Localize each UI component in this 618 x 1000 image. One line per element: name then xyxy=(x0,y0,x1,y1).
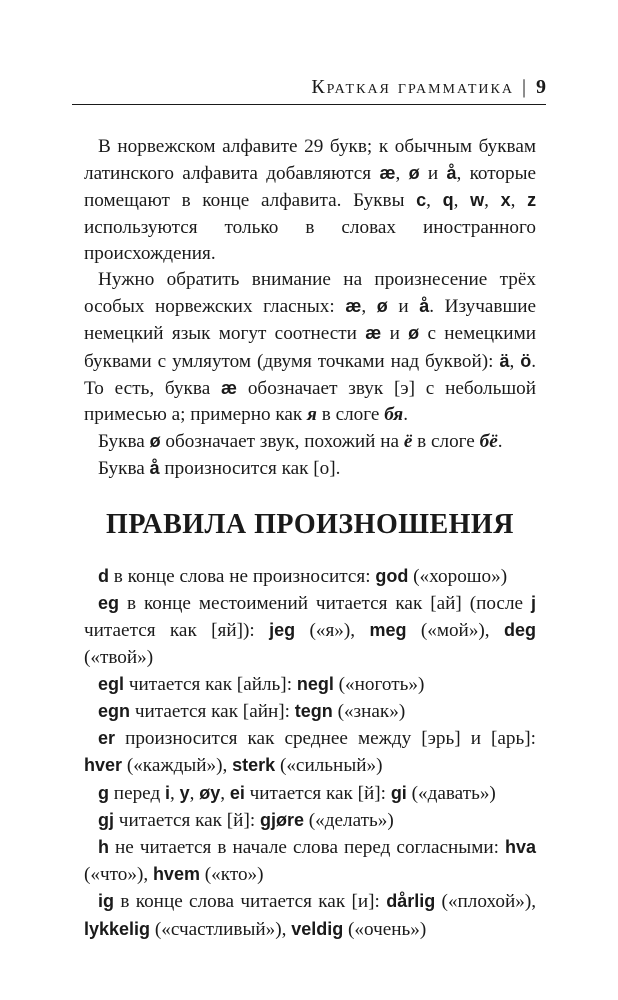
rule-d: d в конце слова не произносится: god («хорошо») xyxy=(98,566,508,587)
rule-egl: egl читается как [айль]: negl («ноготь») xyxy=(98,673,425,695)
section-title: Краткая грамматика xyxy=(311,76,514,98)
rule-er: er произносится как среднее между [эрь] и [арь]: hver («каждый»), sterk («сильный») xyxy=(84,728,536,777)
intro-paragraph-3: Буква ø обозначает звук, похожий на ё в слоге бё. xyxy=(98,431,503,453)
rule-g: g перед i, y, øy, ei читается как [й]: gi («давать») xyxy=(98,782,496,804)
section-heading: ПРАВИЛА ПРОИЗНОШЕНИЯ xyxy=(106,509,514,540)
intro-paragraph-2: Нужно обратить внимание на произнесение трёх особых норвежских гласных: æ, ø и å. Изучавшие немецкий язык могут соотнести æ и ø с немецкими буквами с умляутом (двумя точками над буквой): ä, ö. То есть, буква æ обозначает звук [э] с небольшой примесью а; примерно как я в слоге бя. xyxy=(84,269,537,426)
intro-paragraph-1: В норвежском алфавите 29 букв; к обычным буквам латинского алфавита добавляются æ, ø и å, которые помещают в конце алфавита. Буквы c, q, w, x, z используются только в словах иностранного происхождения. xyxy=(84,136,537,264)
rule-eg: eg в конце местоимений читается как [ай] (после j читается как [яй]): jeg («я»), meg («мой»), deg («твой») xyxy=(84,593,536,668)
pronunciation-rules xyxy=(84,563,536,943)
page-number: 9 xyxy=(536,76,546,98)
rule-egn: egn читается как [айн]: tegn («знак») xyxy=(98,701,406,723)
rule-gj: gj читается как [й]: gjøre («делать») xyxy=(98,809,394,831)
header-separator: | xyxy=(521,76,528,98)
rule-h: h не читается в начале слова перед согласными: hva («что»), hvem («кто») xyxy=(84,837,536,886)
rule-ig: ig в конце слова читается как [и]: dårlig («плохой»), lykkelig («счастливый»), veldig («очень») xyxy=(84,891,537,940)
intro-paragraph-4: Буква å произносится как [о]. xyxy=(98,458,341,480)
alphabet-intro xyxy=(84,134,536,483)
running-header xyxy=(311,76,546,99)
header-rule xyxy=(72,104,546,105)
